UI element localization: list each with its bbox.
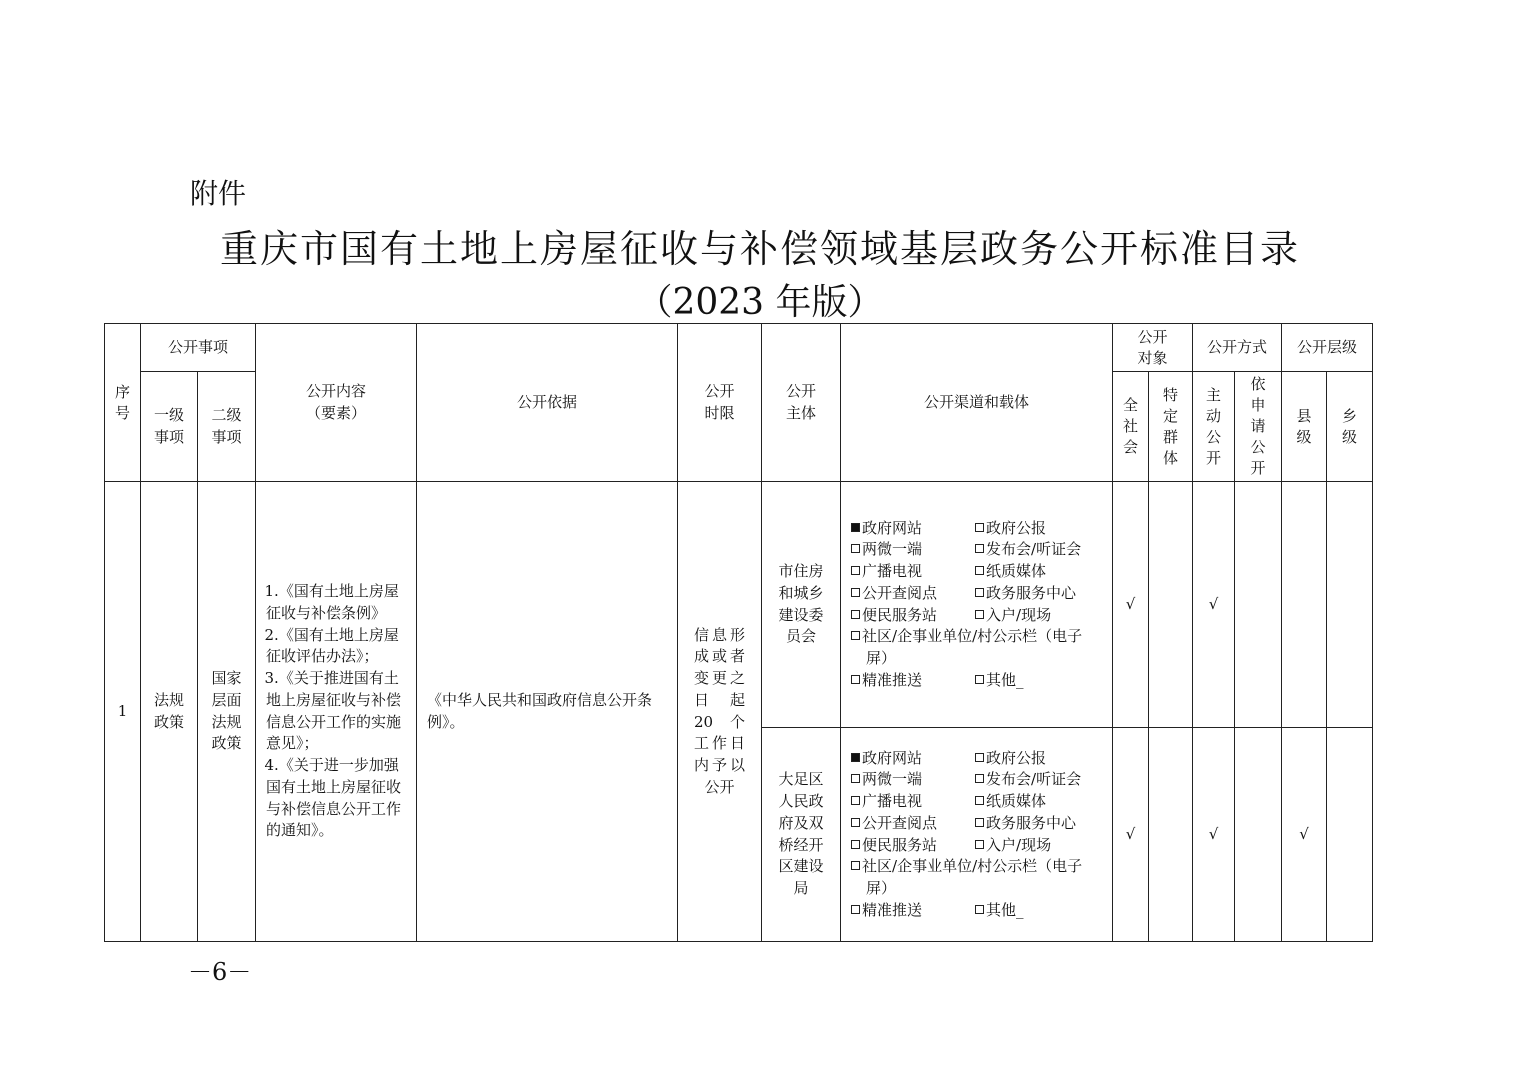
header-method-active: 主动公开	[1193, 372, 1235, 482]
channel-bulletin[interactable]: 社区/企事业单位/村公示栏（电子	[851, 626, 1104, 648]
channel-station[interactable]: 便民服务站	[851, 835, 975, 857]
channel-push[interactable]: 精准推送	[851, 670, 975, 692]
row-content	[256, 482, 417, 942]
checkbox-empty-icon	[975, 544, 984, 553]
checkbox-empty-icon	[975, 818, 984, 827]
channel-station[interactable]: 便民服务站	[851, 605, 975, 627]
checkbox-empty-icon	[975, 774, 984, 783]
row-seq: 1	[105, 482, 141, 942]
header-target-all: 全社会	[1113, 372, 1149, 482]
row-level2: 国家层面法规政策	[198, 482, 256, 942]
target-all-mark: √	[1113, 482, 1149, 728]
channel-push[interactable]: 精准推送	[851, 900, 975, 922]
channel-wechat[interactable]: 两微一端	[851, 769, 975, 791]
channel-gazette[interactable]: 政府公报	[975, 518, 1046, 540]
channel-website[interactable]: 政府网站	[851, 518, 975, 540]
checkbox-empty-icon	[851, 544, 860, 553]
header-method: 公开方式	[1193, 324, 1282, 372]
method-active-mark: √	[1193, 728, 1235, 942]
checkbox-empty-icon	[975, 610, 984, 619]
header-seq: 序号	[105, 324, 141, 482]
checkbox-empty-icon	[851, 566, 860, 575]
header-level: 公开层级	[1282, 324, 1373, 372]
method-apply-mark	[1235, 482, 1282, 728]
attachment-label: 附件	[190, 177, 247, 210]
target-specific-mark	[1149, 482, 1193, 728]
channel-onsite[interactable]: 入户/现场	[975, 605, 1051, 627]
header-level2: 二级事项	[198, 372, 256, 482]
subject-cell: 市住房和城乡建设委员会	[762, 482, 841, 728]
header-items: 公开事项	[141, 324, 256, 372]
document-subtitle: （2023 年版）	[636, 282, 884, 323]
channel-service-center[interactable]: 政务服务中心	[975, 583, 1076, 605]
channel-paper[interactable]: 纸质媒体	[975, 561, 1046, 583]
channel-reading[interactable]: 公开查阅点	[851, 813, 975, 835]
header-channels: 公开渠道和载体	[841, 324, 1113, 482]
channel-tv[interactable]: 广播电视	[851, 561, 975, 583]
checkbox-empty-icon	[851, 631, 860, 640]
checkbox-empty-icon	[975, 753, 984, 762]
header-basis: 公开依据	[417, 324, 678, 482]
content-item: 1.《国有土地上房屋征收与补偿条例》	[264, 582, 399, 622]
checkbox-empty-icon	[851, 774, 860, 783]
header-level-town: 乡级	[1327, 372, 1373, 482]
checkbox-checked-icon	[851, 753, 860, 762]
channel-list: 政府网站 政府公报 两微一端 发布会/听证会 广播电视 纸质媒体 公开查阅点 政务服务中心 便民服务站 入户/现场 社区/企事业单位/村公示栏（电子 屏） 精准推送 其他_	[841, 728, 1113, 942]
document-title: 重庆市国有土地上房屋征收与补偿领域基层政务公开标准目录	[219, 227, 1300, 271]
catalog-table	[104, 323, 1373, 942]
checkbox-checked-icon	[851, 523, 860, 532]
channel-paper[interactable]: 纸质媒体	[975, 791, 1046, 813]
channel-service-center[interactable]: 政务服务中心	[975, 813, 1076, 835]
channel-onsite[interactable]: 入户/现场	[975, 835, 1051, 857]
channel-other[interactable]: 其他_	[975, 670, 1024, 692]
method-active-mark: √	[1193, 482, 1235, 728]
header-method-apply: 依申请公开	[1235, 372, 1282, 482]
checkbox-empty-icon	[851, 818, 860, 827]
checkbox-empty-icon	[851, 675, 860, 684]
header-target: 公开对象	[1113, 324, 1193, 372]
header-level-county: 县级	[1282, 372, 1327, 482]
checkbox-empty-icon	[975, 588, 984, 597]
level-county-mark: √	[1282, 728, 1327, 942]
subject-cell: 大足区人民政府及双桥经开区建设局	[762, 728, 841, 942]
channel-list: 政府网站 政府公报 两微一端 发布会/听证会 广播电视 纸质媒体 公开查阅点 政务服务中心 便民服务站 入户/现场 社区/企事业单位/村公示栏（电子 屏） 精准推送 其他_	[841, 482, 1113, 728]
content-item: 3.《关于推进国有土地上房屋征收与补偿信息公开工作的实施意见》；	[264, 669, 402, 753]
channel-wechat[interactable]: 两微一端	[851, 539, 975, 561]
target-specific-mark	[1149, 728, 1193, 942]
channel-gazette[interactable]: 政府公报	[975, 748, 1046, 770]
channel-other[interactable]: 其他_	[975, 900, 1024, 922]
checkbox-empty-icon	[975, 840, 984, 849]
checkbox-empty-icon	[975, 523, 984, 532]
target-all-mark: √	[1113, 728, 1149, 942]
checkbox-empty-icon	[975, 905, 984, 914]
page-number: －6－	[188, 958, 252, 986]
checkbox-empty-icon	[851, 905, 860, 914]
checkbox-empty-icon	[851, 796, 860, 805]
channel-website[interactable]: 政府网站	[851, 748, 975, 770]
method-apply-mark	[1235, 728, 1282, 942]
row-level1: 法规政策	[141, 482, 198, 942]
channel-reading[interactable]: 公开查阅点	[851, 583, 975, 605]
header-target-specific: 特定群体	[1149, 372, 1193, 482]
channel-tv[interactable]: 广播电视	[851, 791, 975, 813]
header-level1: 一级事项	[141, 372, 198, 482]
header-subject: 公开主体	[762, 324, 841, 482]
checkbox-empty-icon	[851, 588, 860, 597]
checkbox-empty-icon	[975, 566, 984, 575]
header-time-limit: 公开时限	[678, 324, 762, 482]
content-item: 4.《关于进一步加强国有土地上房屋征收与补偿信息公开工作的通知》。	[264, 756, 402, 840]
checkbox-empty-icon	[851, 610, 860, 619]
level-town-mark	[1327, 482, 1373, 728]
checkbox-empty-icon	[975, 675, 984, 684]
checkbox-empty-icon	[851, 861, 860, 870]
checkbox-empty-icon	[975, 796, 984, 805]
header-content: 公开内容 （要素）	[256, 324, 417, 482]
level-county-mark	[1282, 482, 1327, 728]
channel-bulletin[interactable]: 社区/企事业单位/村公示栏（电子	[851, 856, 1104, 878]
content-item: 2.《国有土地上房屋征收评估办法》；	[264, 625, 399, 666]
checkbox-empty-icon	[851, 840, 860, 849]
row-time-limit: 信息形成或者变更之日起 20 个工作日内予以公开	[678, 482, 762, 942]
row-basis: 《中华人民共和国政府信息公开条例》。	[417, 482, 678, 942]
channel-press[interactable]: 发布会/听证会	[975, 769, 1081, 791]
channel-press[interactable]: 发布会/听证会	[975, 539, 1081, 561]
level-town-mark	[1327, 728, 1373, 942]
